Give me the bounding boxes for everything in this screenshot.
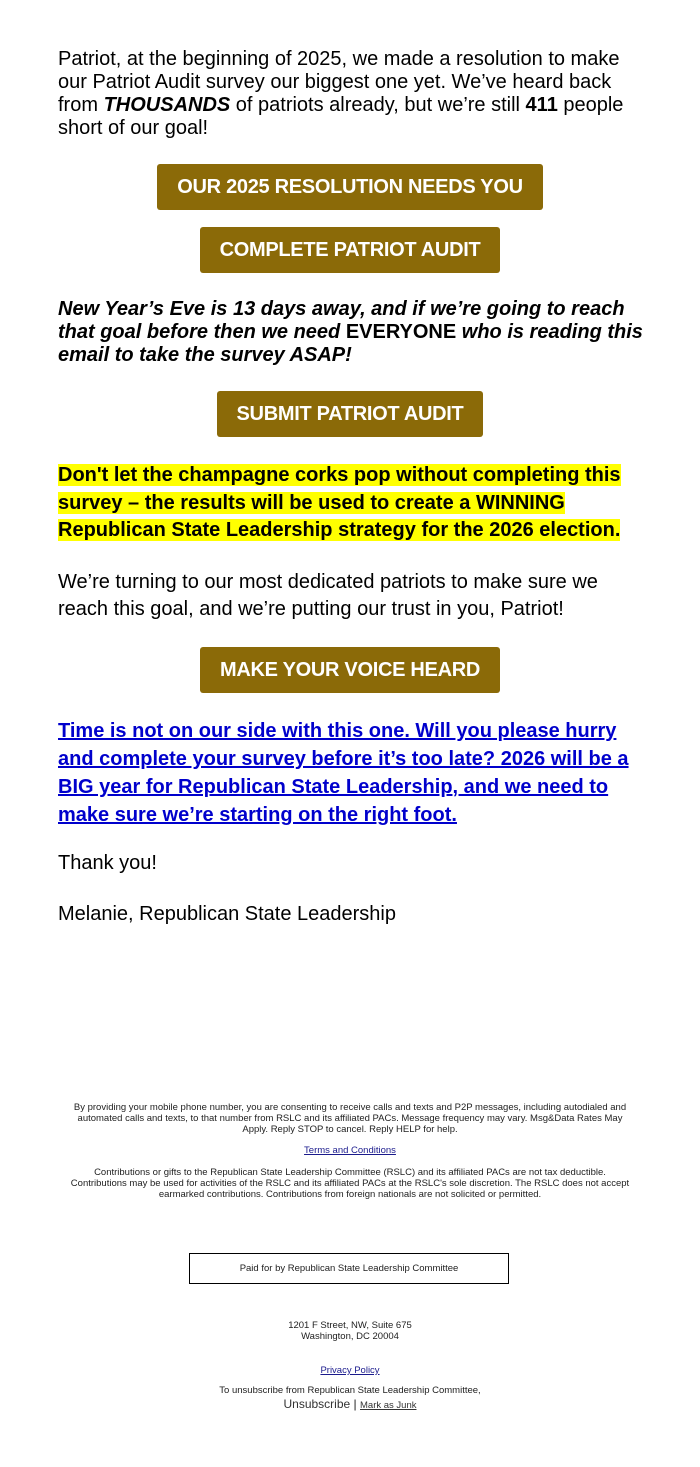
- urgency-text: New Year’s Eve is 13 days away, and if we’re going to reach that goal before then we need: [58, 298, 625, 343]
- terms-link[interactable]: Terms and Conditions: [304, 1145, 396, 1156]
- highlight-paragraph: [58, 462, 648, 545]
- complete-audit-button[interactable]: COMPLETE PATRIOT AUDIT: [200, 227, 501, 273]
- everyone-emphasis: EVERYONE: [345, 321, 457, 343]
- address-line-1: 1201 F Street, NW, Suite 675: [288, 1320, 412, 1331]
- thousands-emphasis: THOUSANDS: [103, 94, 231, 116]
- separator: |: [353, 1397, 357, 1411]
- address: [70, 1320, 630, 1342]
- mark-as-junk-link[interactable]: Mark as Junk: [360, 1400, 417, 1411]
- resolution-button[interactable]: OUR 2025 RESOLUTION NEEDS YOU: [157, 164, 542, 210]
- paid-for-box: Paid for by Republican State Leadership Committee: [189, 1253, 509, 1284]
- count-emphasis: 411: [525, 94, 558, 116]
- make-voice-heard-button[interactable]: MAKE YOUR VOICE HEARD: [200, 647, 500, 693]
- sms-disclaimer: By providing your mobile phone number, you are consenting to receive calls and texts and P2P messages, including autodialed and automated calls and texts, to that number from RSLC and its affiliated PACs. Message frequency may vary. Msg&Data Rates May Apply. Reply STOP to cancel. Reply HELP for help.: [73, 1102, 627, 1135]
- terms-row: [70, 1145, 630, 1156]
- survey-link-paragraph: [58, 717, 648, 829]
- intro-text: Patriot, at the beginning of 2025, we made a resolution to make our Patriot Audit survey our biggest one yet. We’ve heard back from: [58, 48, 620, 116]
- submit-audit-button[interactable]: SUBMIT PATRIOT AUDIT: [217, 391, 484, 437]
- signature: Melanie, Republican State Leadership: [58, 903, 396, 925]
- survey-link[interactable]: Time is not on our side with this one. Will you please hurry and complete your survey before it’s too late? 2026 will be a BIG year for Republican State Leadership, and we need to make sure we’re starting on the right foot.: [58, 720, 629, 826]
- address-line-2: Washington, DC 20004: [301, 1331, 399, 1342]
- intro-text: people short of our goal!: [58, 94, 624, 139]
- urgency-text: who is reading this email to take the survey ASAP!: [58, 321, 643, 366]
- urgency-paragraph: [58, 298, 648, 367]
- unsubscribe-row: [70, 1397, 630, 1413]
- intro-text: of patriots already, but we’re still: [230, 94, 526, 116]
- unsubscribe-link[interactable]: Unsubscribe: [283, 1397, 351, 1411]
- highlighted-text: Don't let the champagne corks pop without completing this survey – the results will be used to create a WINNING Republican State Leadership strategy for the 2026 election.: [58, 464, 621, 541]
- thanks-text: Thank you!: [58, 852, 157, 874]
- trust-paragraph: We’re turning to our most dedicated patriots to make sure we reach this goal, and we’re putting our trust in you, Patriot!: [58, 571, 598, 620]
- intro-paragraph: [58, 48, 648, 140]
- unsubscribe-text: To unsubscribe from Republican State Leadership Committee,: [219, 1385, 481, 1396]
- privacy-row: [70, 1365, 630, 1376]
- privacy-policy-link[interactable]: Privacy Policy: [320, 1365, 380, 1376]
- contributions-disclaimer: Contributions or gifts to the Republican State Leadership Committee (RSLC) and its affiliated PACs are not tax deductible. Contributions may be used for activities of the RSLC and its affiliated PACs at the RSLC's sole discretion. The RSLC does not accept earmarked contributions. Contributions from foreign nationals are not solicited or permitted.: [70, 1167, 630, 1200]
